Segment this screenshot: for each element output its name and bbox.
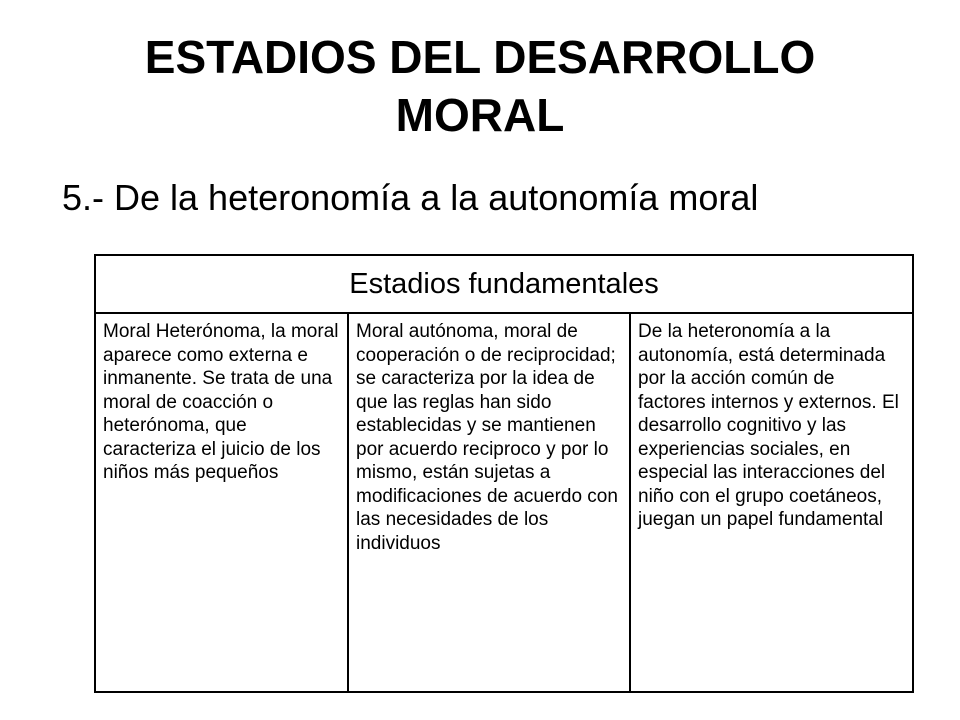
slide-title-line-2: MORAL <box>395 89 565 141</box>
stages-table <box>94 254 914 693</box>
slide-title <box>0 28 960 144</box>
slide-subtitle: 5.- De la heteronomía a la autonomía moral <box>62 177 759 218</box>
table-row <box>95 313 913 692</box>
slide-title-line-1: ESTADIOS DEL DESARROLLO <box>144 31 816 83</box>
cell-autonomous-morality: Moral autónoma, moral de cooperación o de reciprocidad; se caracteriza por la idea de que las reglas han sido establecidas y se mantienen por acuerdo reciproco y por lo mismo, están sujetas a modificaciones de acuerdo con las necesidades de los individuos <box>348 313 630 692</box>
table-header: Estadios fundamentales <box>95 255 913 313</box>
table-header-row <box>95 255 913 313</box>
cell-transition-heteronomy-autonomy: De la heteronomía a la autonomía, está determinada por la acción común de factores internos y externos. El desarrollo cognitivo y las experiencias sociales, en especial las interacciones del niño con el grupo coetáneos, juegan un papel fundamental <box>630 313 913 692</box>
cell-heteronomous-morality: Moral Heterónoma, la moral aparece como externa e inmanente. Se trata de una moral de coacción o heterónoma, que caracteriza el juicio de los niños más pequeños <box>95 313 348 692</box>
